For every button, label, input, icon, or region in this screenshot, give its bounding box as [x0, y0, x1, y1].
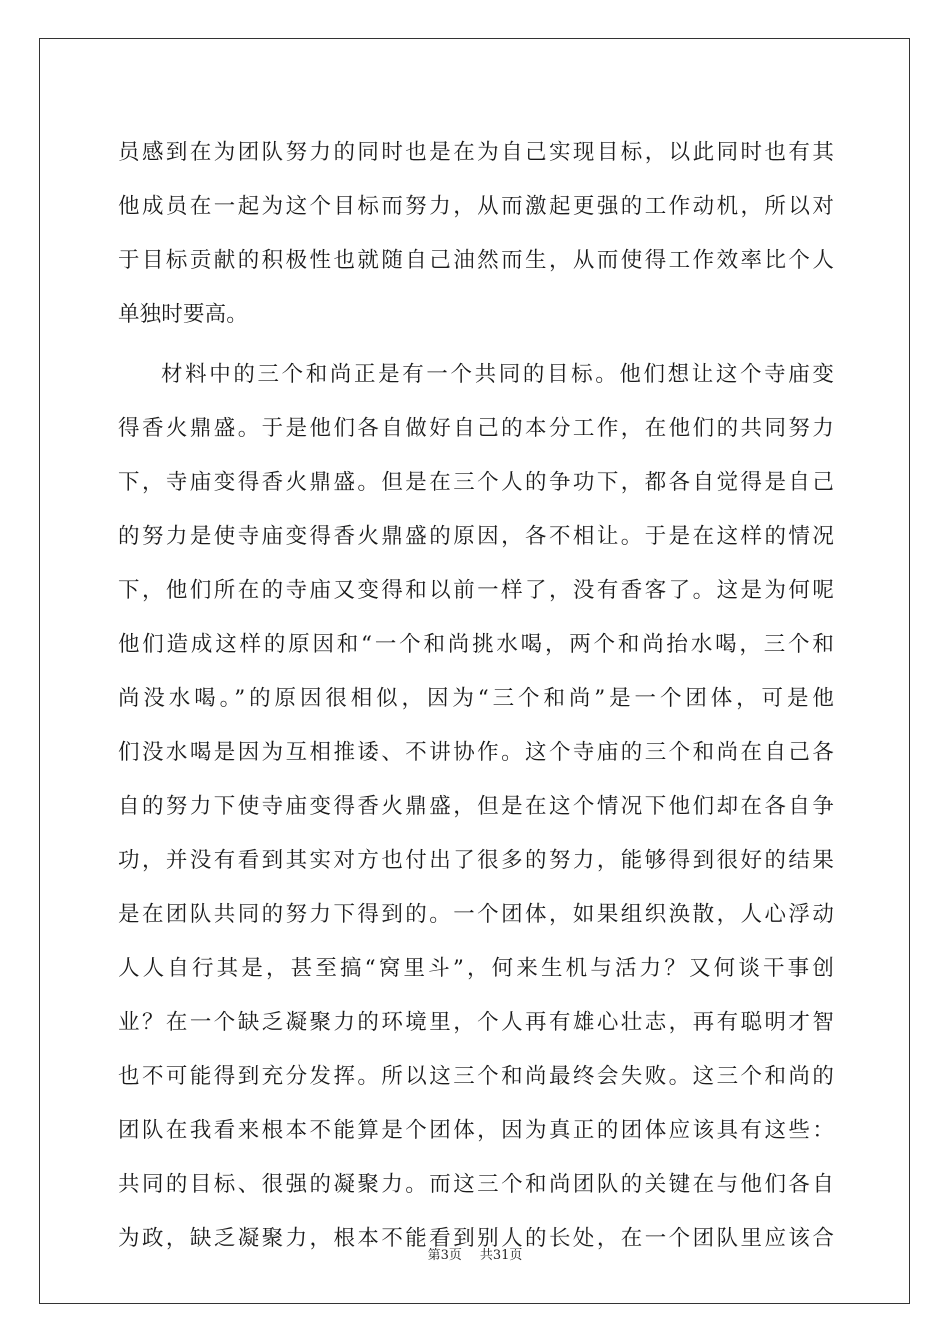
text-line: 得香火鼎盛。于是他们各自做好自己的本分工作，在他们的共同努力 — [118, 416, 834, 441]
text-line: 业？在一个缺乏凝聚力的环境里，个人再有雄心壮志，再有聪明才智 — [118, 1010, 834, 1035]
text-line: 于目标贡献的积极性也就随自己油然而生，从而使得工作效率比个人 — [118, 248, 834, 273]
page-footer — [0, 1244, 950, 1263]
page-number-total: 共31页 — [479, 1248, 523, 1263]
text-line: 的努力是使寺庙变得香火鼎盛的原因，各不相让。于是在这样的情况 — [118, 524, 834, 549]
text-line: 尚没水喝。”的原因很相似，因为“三个和尚”是一个团体，可是他 — [118, 686, 834, 711]
text-line: 为政，缺乏凝聚力，根本不能看到别人的长处，在一个团队里应该合 — [118, 1226, 834, 1251]
text-line: 自的努力下使寺庙变得香火鼎盛，但是在这个情况下他们却在各自争 — [118, 794, 834, 819]
page-number-current: 第3页 — [427, 1248, 462, 1263]
text-line: 员感到在为团队努力的同时也是在为自己实现目标，以此同时也有其 — [118, 140, 834, 165]
text-line: 他们造成这样的原因和“一个和尚挑水喝，两个和尚抬水喝，三个和 — [118, 632, 834, 657]
text-line: 共同的目标、很强的凝聚力。而这三个和尚团队的关键在与他们各自 — [118, 1172, 834, 1197]
paragraph-2 — [118, 348, 834, 1266]
text-line: 是在团队共同的努力下得到的。一个团体，如果组织涣散，人心浮动 — [118, 902, 834, 927]
document-body — [118, 126, 834, 1266]
text-line: 材料中的三个和尚正是有一个共同的目标。他们想让这个寺庙变 — [161, 362, 834, 387]
text-line: 单独时要高。 — [118, 302, 248, 327]
text-line: 们没水喝是因为互相推诿、不讲协作。这个寺庙的三个和尚在自己各 — [118, 740, 834, 765]
text-line: 团队在我看来根本不能算是个团体，因为真正的团体应该具有这些： — [118, 1118, 834, 1143]
text-line: 下，寺庙变得香火鼎盛。但是在三个人的争功下，都各自觉得是自己 — [118, 470, 834, 495]
paragraph-1 — [118, 126, 834, 342]
text-line: 下，他们所在的寺庙又变得和以前一样了，没有香客了。这是为何呢 — [118, 578, 834, 603]
text-line: 也不可能得到充分发挥。所以这三个和尚最终会失败。这三个和尚的 — [118, 1064, 834, 1089]
text-line: 功，并没有看到其实对方也付出了很多的努力，能够得到很好的结果 — [118, 848, 834, 873]
text-line: 他成员在一起为这个目标而努力，从而激起更强的工作动机，所以对 — [118, 194, 834, 219]
text-line: 人人自行其是，甚至搞“窝里斗”，何来生机与活力？又何谈干事创 — [118, 956, 834, 981]
